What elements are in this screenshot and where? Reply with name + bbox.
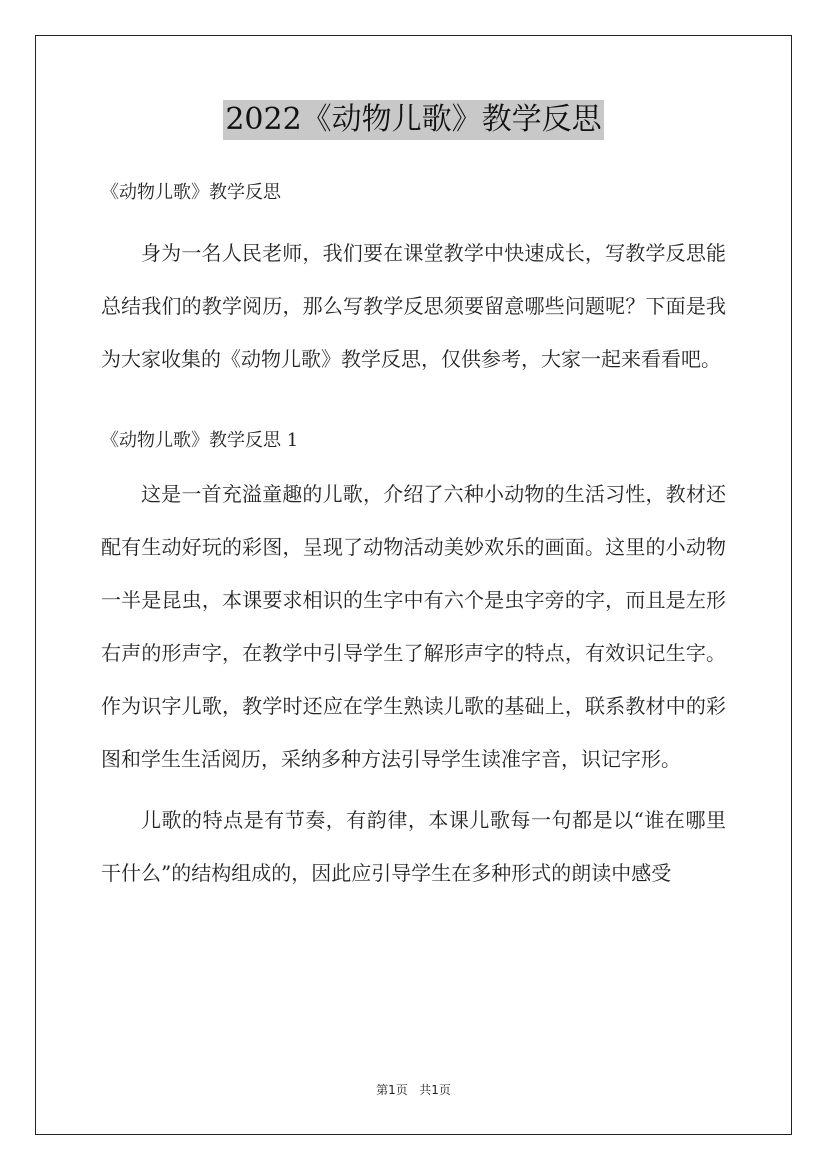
document-subtitle: 《动物儿歌》教学反思	[101, 182, 281, 203]
body-paragraph-1: 这是一首充溢童趣的儿歌，介绍了六种小动物的生活习性，教材还配有生动好玩的彩图，呈现了动物活动美妙欢乐的画面。这里的小动物一半是昆虫，本课要求相识的生字中有六个是虫字旁的字，而且是左形右声的形声字，在教学中引导学生了解形声字的特点，有效识记生字。作为识字儿歌，教学时还应在学生熟读儿歌的基础上，联系教材中的彩图和学生生活阅历，采纳多种方法引导学生读准字音，识记字形。	[101, 482, 726, 771]
footer-separator	[408, 1083, 419, 1097]
section-heading: 《动物儿歌》教学反思 1	[101, 430, 299, 451]
title-container	[0, 100, 827, 140]
intro-paragraph: 身为一名人民老师，我们要在课堂教学中快速成长，写教学反思能总结我们的教学阅历，那么写教学反思须要留意哪些问题呢？下面是我为大家收集的《动物儿歌》教学反思，仅供参考，大家一起来看看吧。	[101, 241, 726, 371]
document-body	[101, 175, 726, 900]
page-number: 第1页	[376, 1083, 408, 1097]
section-spacer	[101, 386, 726, 423]
total-pages: 共1页	[419, 1083, 451, 1097]
document-title: 2022《动物儿歌》教学反思	[223, 100, 603, 140]
body-paragraph-2: 儿歌的特点是有节奏，有韵律，本课儿歌每一句都是以“谁在哪里干什么”的结构组成的，因此应引导学生在多种形式的朗读中感受	[101, 808, 726, 885]
page-footer	[0, 1082, 827, 1098]
